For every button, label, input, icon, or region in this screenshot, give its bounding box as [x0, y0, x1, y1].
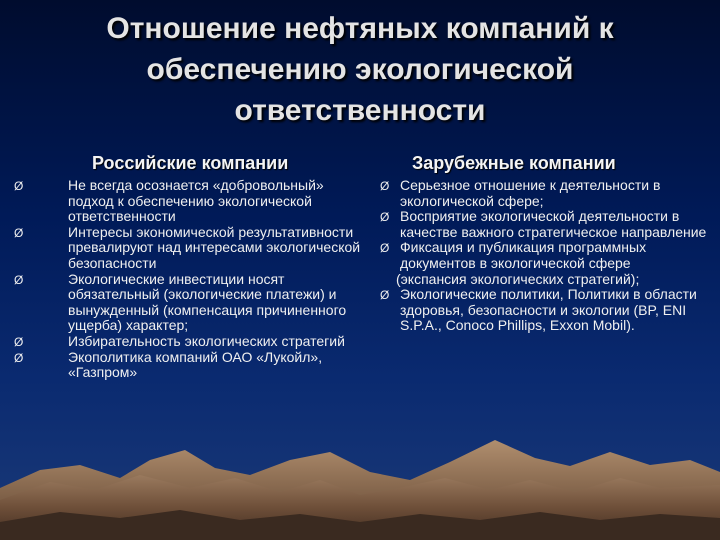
- left-column-header: Российские компании: [92, 153, 289, 173]
- list-item: Ø Экополитика компаний ОАО «Лукойл», «Газпром»: [14, 348, 323, 381]
- list-item: Ø Восприятие экологической деятельности в качестве важного стратегическое направление: [380, 208, 707, 240]
- right-bullet-list: [380, 178, 710, 272]
- arrow-bullet-icon: Ø: [380, 210, 390, 225]
- mountains-image: [0, 430, 720, 540]
- list-item: Ø Избирательность экологических стратегий: [14, 332, 345, 349]
- list-item: Ø Фиксация и публикация программных документов в экологической сфере: [380, 239, 647, 271]
- left-bullet-list: [14, 178, 369, 381]
- arrow-bullet-icon: Ø: [380, 288, 390, 303]
- arrow-bullet-icon: Ø: [14, 225, 24, 240]
- arrow-bullet-icon: Ø: [14, 272, 24, 287]
- list-item: Ø Экологические политики, Политики в области здоровья, безопасности и экологии (BP, ENI S.P.A., Conoco Phillips, Exxon Mobil).: [380, 286, 697, 334]
- list-item: Ø Не всегда осознается «добровольный» подход к обеспечению экологической ответственности: [14, 177, 324, 225]
- list-item: Ø Серьезное отношение к деятельности в экологической сфере;: [380, 177, 661, 209]
- left-column: [14, 152, 369, 381]
- arrow-bullet-icon: Ø: [380, 241, 390, 256]
- list-item: Ø Экологические инвестиции носят обязательный (экологические платежи) и вынужденный (компенсация причиненного ущерба) характер;: [14, 270, 347, 334]
- list-continuation: (экспансия экологических стратегий);: [396, 270, 640, 287]
- arrow-bullet-icon: Ø: [14, 179, 24, 193]
- list-item: Ø Интересы экономической результативности превалируют над интересами экологической безопасности: [14, 223, 361, 271]
- arrow-bullet-icon: Ø: [14, 350, 24, 365]
- right-column: [380, 152, 710, 334]
- arrow-bullet-icon: Ø: [380, 179, 390, 193]
- slide-title: Отношение нефтяных компаний к обеспечению экологической ответственности: [106, 12, 614, 127]
- arrow-bullet-icon: Ø: [14, 334, 24, 349]
- right-bullet-list-2: [380, 287, 710, 334]
- right-column-header: Зарубежные компании: [412, 153, 616, 173]
